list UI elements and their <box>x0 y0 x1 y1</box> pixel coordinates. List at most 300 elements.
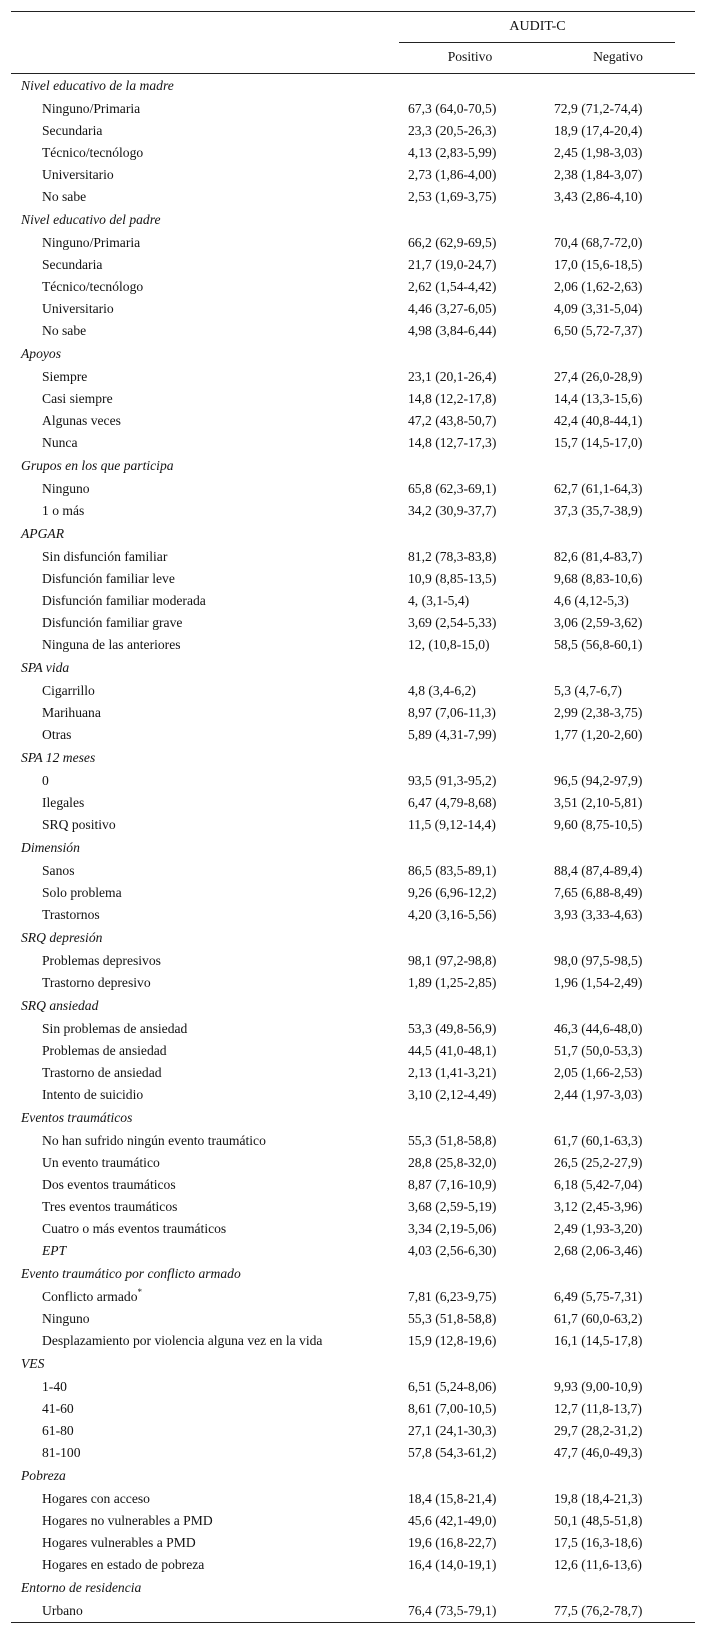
row-label-text: Sin disfunción familiar <box>42 549 168 564</box>
row-label-text: EPT <box>42 1243 67 1258</box>
section-title: VES <box>21 1356 45 1371</box>
row-label-text: No sabe <box>42 189 87 204</box>
cell-positivo: 2,13 (1,41-3,21) <box>408 1065 497 1080</box>
row-label-text: Desplazamiento por violencia alguna vez en la vida <box>42 1333 323 1348</box>
cell-positivo: 4,98 (3,84-6,44) <box>408 323 497 338</box>
cell-positivo: 5,89 (4,31-7,99) <box>408 727 497 742</box>
row-label-text: Ninguno <box>42 1311 90 1326</box>
table-row <box>11 500 695 522</box>
section-title: Nivel educativo del padre <box>21 212 161 227</box>
table-row <box>11 366 695 388</box>
table-row <box>11 1442 695 1464</box>
cell-negativo: 50,1 (48,5-51,8) <box>554 1513 643 1528</box>
row-label <box>42 432 77 454</box>
header-audit-c: AUDIT-C <box>509 19 566 34</box>
row-label-text: Cuatro o más eventos traumáticos <box>42 1221 227 1236</box>
row-label <box>42 1510 213 1532</box>
row-label <box>42 254 102 276</box>
cell-negativo: 19,8 (18,4-21,3) <box>554 1491 643 1506</box>
row-label <box>42 366 87 388</box>
table-row <box>11 98 695 120</box>
section-heading <box>11 1576 695 1600</box>
row-label <box>42 950 161 972</box>
footnote-marker: * <box>137 1287 143 1297</box>
section-heading <box>11 926 695 950</box>
table-row <box>11 232 695 254</box>
row-label-text: Solo problema <box>42 885 122 900</box>
cell-negativo: 16,1 (14,5-17,8) <box>554 1333 643 1348</box>
section-heading <box>11 1106 695 1130</box>
row-label-text: Ilegales <box>42 795 85 810</box>
table-row <box>11 120 695 142</box>
table-row <box>11 972 695 994</box>
row-label <box>42 410 121 432</box>
section-title: Eventos traumáticos <box>21 1110 133 1125</box>
table-row <box>11 950 695 972</box>
row-label <box>42 1532 196 1554</box>
cell-negativo: 3,93 (3,33-4,63) <box>554 907 643 922</box>
cell-negativo: 72,9 (71,2-74,4) <box>554 101 643 116</box>
cell-positivo: 57,8 (54,3-61,2) <box>408 1445 497 1460</box>
cell-positivo: 11,5 (9,12-14,4) <box>408 817 496 832</box>
cell-negativo: 26,5 (25,2-27,9) <box>554 1155 643 1170</box>
section-title: SRQ ansiedad <box>21 998 99 1013</box>
cell-negativo: 6,50 (5,72-7,37) <box>554 323 643 338</box>
row-label <box>42 702 101 724</box>
table-row <box>11 546 695 568</box>
row-label-text: Técnico/tecnólogo <box>42 145 144 160</box>
cell-positivo: 2,53 (1,69-3,75) <box>408 189 497 204</box>
data-table <box>11 11 695 1623</box>
row-label-text: 81-100 <box>42 1445 81 1460</box>
section-title: SPA 12 meses <box>21 750 96 765</box>
row-label-text: Hogares vulnerables a PMD <box>42 1535 196 1550</box>
table-row <box>11 724 695 746</box>
row-label-text: Sin problemas de ansiedad <box>42 1021 188 1036</box>
table-body <box>11 74 695 1622</box>
cell-positivo: 7,81 (6,23-9,75) <box>408 1289 497 1304</box>
cell-positivo: 8,87 (7,16-10,9) <box>408 1177 497 1192</box>
cell-negativo: 3,12 (2,45-3,96) <box>554 1199 643 1214</box>
cell-negativo: 3,51 (2,10-5,81) <box>554 795 643 810</box>
cell-negativo: 4,6 (4,12-5,3) <box>554 593 629 608</box>
row-label-text: Ninguno/Primaria <box>42 101 141 116</box>
cell-negativo: 37,3 (35,7-38,9) <box>554 503 643 518</box>
row-label <box>42 1600 83 1622</box>
cell-positivo: 4, (3,1-5,4) <box>408 593 470 608</box>
cell-positivo: 10,9 (8,85-13,5) <box>408 571 497 586</box>
table-row <box>11 1398 695 1420</box>
cell-positivo: 21,7 (19,0-24,7) <box>408 257 497 272</box>
cell-positivo: 44,5 (41,0-48,1) <box>408 1043 497 1058</box>
cell-positivo: 16,4 (14,0-19,1) <box>408 1557 497 1572</box>
row-label <box>42 320 86 342</box>
cell-negativo: 4,09 (3,31-5,04) <box>554 301 643 316</box>
section-heading <box>11 746 695 770</box>
cell-negativo: 58,5 (56,8-60,1) <box>554 637 643 652</box>
row-label <box>42 792 84 814</box>
cell-negativo: 2,99 (2,38-3,75) <box>554 705 643 720</box>
row-label-text: Secundaria <box>42 123 103 138</box>
row-label <box>42 186 86 208</box>
cell-negativo: 2,68 (2,06-3,46) <box>554 1243 643 1258</box>
row-label <box>42 1376 67 1398</box>
table-row <box>11 702 695 724</box>
row-label <box>42 298 114 320</box>
section-heading <box>11 1464 695 1488</box>
cell-positivo: 65,8 (62,3-69,1) <box>408 481 497 496</box>
row-label-text: Conflicto armado <box>42 1289 138 1304</box>
section-heading <box>11 1262 695 1286</box>
row-label-text: Siempre <box>42 369 88 384</box>
bottom-rule <box>11 1622 695 1623</box>
row-label <box>42 634 181 656</box>
cell-positivo: 66,2 (62,9-69,5) <box>408 235 497 250</box>
row-label <box>42 680 95 702</box>
row-label-text: Hogares con acceso <box>42 1491 150 1506</box>
cell-negativo: 2,05 (1,66-2,53) <box>554 1065 643 1080</box>
table-row <box>11 612 695 634</box>
cell-positivo: 18,4 (15,8-21,4) <box>408 1491 497 1506</box>
table-row <box>11 164 695 186</box>
section-heading <box>11 994 695 1018</box>
row-label-text: 1 o más <box>42 503 85 518</box>
cell-positivo: 45,6 (42,1-49,0) <box>408 1513 497 1528</box>
row-label-text: Tres eventos traumáticos <box>42 1199 178 1214</box>
row-label-text: No han sufrido ningún evento traumático <box>42 1133 266 1148</box>
cell-negativo: 6,49 (5,75-7,31) <box>554 1289 643 1304</box>
section-heading <box>11 1352 695 1376</box>
row-label-text: 1-40 <box>42 1379 67 1394</box>
cell-positivo: 8,61 (7,00-10,5) <box>408 1401 497 1416</box>
row-label-text: SRQ positivo <box>42 817 116 832</box>
row-label <box>42 1174 176 1196</box>
cell-negativo: 61,7 (60,0-63,2) <box>554 1311 643 1326</box>
cell-negativo: 2,49 (1,93-3,20) <box>554 1221 643 1236</box>
row-label <box>42 1286 142 1308</box>
row-label <box>42 590 206 612</box>
row-label-text: Sanos <box>42 863 75 878</box>
cell-positivo: 3,69 (2,54-5,33) <box>408 615 497 630</box>
table-row <box>11 1510 695 1532</box>
cell-positivo: 19,6 (16,8-22,7) <box>408 1535 497 1550</box>
row-label-text: Marihuana <box>42 705 101 720</box>
cell-positivo: 47,2 (43,8-50,7) <box>408 413 497 428</box>
cell-negativo: 62,7 (61,1-64,3) <box>554 481 643 496</box>
cell-negativo: 6,18 (5,42-7,04) <box>554 1177 643 1192</box>
row-label-text: Secundaria <box>42 257 103 272</box>
table-row <box>11 1218 695 1240</box>
table-header-group <box>11 12 695 42</box>
cell-negativo: 3,06 (2,59-3,62) <box>554 615 643 630</box>
table-row <box>11 276 695 298</box>
cell-negativo: 46,3 (44,6-48,0) <box>554 1021 643 1036</box>
table-row <box>11 680 695 702</box>
cell-positivo: 9,26 (6,96-12,2) <box>408 885 497 900</box>
cell-negativo: 18,9 (17,4-20,4) <box>554 123 643 138</box>
cell-positivo: 6,47 (4,79-8,68) <box>408 795 497 810</box>
row-label-text: Intento de suicidio <box>42 1087 144 1102</box>
cell-negativo: 9,93 (9,00-10,9) <box>554 1379 643 1394</box>
cell-positivo: 4,20 (3,16-5,56) <box>408 907 497 922</box>
cell-positivo: 4,46 (3,27-6,05) <box>408 301 497 316</box>
row-label-text: Un evento traumático <box>42 1155 160 1170</box>
cell-negativo: 15,7 (14,5-17,0) <box>554 435 643 450</box>
row-label-text: Casi siempre <box>42 391 113 406</box>
row-label-text: Universitario <box>42 167 114 182</box>
table-row <box>11 1600 695 1622</box>
row-label <box>42 1420 74 1442</box>
cell-positivo: 23,3 (20,5-26,3) <box>408 123 497 138</box>
cell-negativo: 1,77 (1,20-2,60) <box>554 727 643 742</box>
row-label <box>42 1130 266 1152</box>
cell-negativo: 14,4 (13,3-15,6) <box>554 391 643 406</box>
cell-positivo: 76,4 (73,5-79,1) <box>408 1603 497 1618</box>
row-label <box>42 1018 187 1040</box>
table-row <box>11 904 695 926</box>
table-row <box>11 1152 695 1174</box>
cell-negativo: 82,6 (81,4-83,7) <box>554 549 643 564</box>
row-label <box>42 814 116 836</box>
table-row <box>11 860 695 882</box>
cell-negativo: 3,43 (2,86-4,10) <box>554 189 643 204</box>
section-title: APGAR <box>21 526 65 541</box>
row-label <box>42 164 114 186</box>
row-label <box>42 276 143 298</box>
cell-negativo: 29,7 (28,2-31,2) <box>554 1423 643 1438</box>
cell-positivo: 53,3 (49,8-56,9) <box>408 1021 497 1036</box>
row-label <box>42 388 113 410</box>
row-label <box>42 724 71 746</box>
table-row <box>11 1308 695 1330</box>
table-row <box>11 1130 695 1152</box>
cell-negativo: 47,7 (46,0-49,3) <box>554 1445 643 1460</box>
cell-negativo: 9,60 (8,75-10,5) <box>554 817 643 832</box>
row-label-text: Hogares en estado de pobreza <box>42 1557 205 1572</box>
row-label <box>42 1240 66 1262</box>
section-title: Dimensión <box>21 840 80 855</box>
section-heading <box>11 342 695 366</box>
table-row <box>11 1062 695 1084</box>
section-title: Evento traumático por conflicto armado <box>21 1266 241 1281</box>
table-row <box>11 186 695 208</box>
cell-negativo: 96,5 (94,2-97,9) <box>554 773 643 788</box>
cell-negativo: 5,3 (4,7-6,7) <box>554 683 622 698</box>
table-row <box>11 142 695 164</box>
header-positivo: Positivo <box>447 49 493 64</box>
cell-negativo: 17,0 (15,6-18,5) <box>554 257 643 272</box>
cell-negativo: 98,0 (97,5-98,5) <box>554 953 643 968</box>
cell-negativo: 2,44 (1,97-3,03) <box>554 1087 643 1102</box>
table-row <box>11 634 695 656</box>
cell-positivo: 93,5 (91,3-95,2) <box>408 773 497 788</box>
row-label-text: Ninguno/Primaria <box>42 235 141 250</box>
row-label <box>42 1196 177 1218</box>
row-label-text: 0 <box>42 773 49 788</box>
row-label-text: Trastorno depresivo <box>42 975 151 990</box>
section-heading <box>11 522 695 546</box>
cell-negativo: 51,7 (50,0-53,3) <box>554 1043 643 1058</box>
table-row <box>11 1240 695 1262</box>
cell-positivo: 15,9 (12,8-19,6) <box>408 1333 497 1348</box>
row-label <box>42 1218 226 1240</box>
cell-positivo: 3,10 (2,12-4,49) <box>408 1087 497 1102</box>
section-title: Nivel educativo de la madre <box>21 78 174 93</box>
row-label <box>42 1488 150 1510</box>
table-row <box>11 568 695 590</box>
cell-negativo: 77,5 (76,2-78,7) <box>554 1603 643 1618</box>
cell-negativo: 12,7 (11,8-13,7) <box>554 1401 642 1416</box>
row-label-text: Nunca <box>42 435 78 450</box>
row-label-text: Universitario <box>42 301 114 316</box>
row-label <box>42 478 90 500</box>
row-label <box>42 232 140 254</box>
cell-positivo: 8,97 (7,06-11,3) <box>408 705 496 720</box>
cell-negativo: 1,96 (1,54-2,49) <box>554 975 643 990</box>
row-label-text: 61-80 <box>42 1423 74 1438</box>
cell-positivo: 4,03 (2,56-6,30) <box>408 1243 497 1258</box>
cell-negativo: 17,5 (16,3-18,6) <box>554 1535 643 1550</box>
section-heading <box>11 74 695 98</box>
cell-positivo: 67,3 (64,0-70,5) <box>408 101 497 116</box>
table-row <box>11 1420 695 1442</box>
cell-positivo: 2,62 (1,54-4,42) <box>408 279 497 294</box>
row-label-text: 41-60 <box>42 1401 74 1416</box>
cell-positivo: 81,2 (78,3-83,8) <box>408 549 497 564</box>
row-label <box>42 860 74 882</box>
row-label <box>42 500 84 522</box>
section-title: SPA vida <box>21 660 70 675</box>
row-label-text: Urbano <box>42 1603 83 1618</box>
cell-positivo: 34,2 (30,9-37,7) <box>408 503 497 518</box>
row-label <box>42 612 182 634</box>
row-label <box>42 120 102 142</box>
cell-positivo: 4,8 (3,4-6,2) <box>408 683 476 698</box>
section-heading <box>11 836 695 860</box>
table-row <box>11 298 695 320</box>
cell-negativo: 7,65 (6,88-8,49) <box>554 885 643 900</box>
table-row <box>11 590 695 612</box>
row-label <box>42 1152 160 1174</box>
row-label-text: Disfunción familiar leve <box>42 571 175 586</box>
cell-positivo: 6,51 (5,24-8,06) <box>408 1379 497 1394</box>
row-label-text: No sabe <box>42 323 87 338</box>
section-title: Entorno de residencia <box>21 1580 142 1595</box>
cell-positivo: 3,34 (2,19-5,06) <box>408 1221 497 1236</box>
row-label <box>42 98 140 120</box>
row-label <box>42 770 49 792</box>
cell-negativo: 9,68 (8,83-10,6) <box>554 571 643 586</box>
row-label <box>42 568 175 590</box>
table-row <box>11 814 695 836</box>
row-label <box>42 904 100 926</box>
cell-negativo: 70,4 (68,7-72,0) <box>554 235 643 250</box>
row-label <box>42 1442 81 1464</box>
row-label <box>42 1330 322 1352</box>
table-row <box>11 410 695 432</box>
row-label-text: Trastorno de ansiedad <box>42 1065 162 1080</box>
cell-negativo: 2,38 (1,84-3,07) <box>554 167 643 182</box>
table-row <box>11 1532 695 1554</box>
row-label <box>42 1040 167 1062</box>
header-negativo: Negativo <box>593 49 643 64</box>
table-row <box>11 478 695 500</box>
cell-negativo: 2,45 (1,98-3,03) <box>554 145 643 160</box>
cell-negativo: 42,4 (40,8-44,1) <box>554 413 643 428</box>
row-label-text: Disfunción familiar moderada <box>42 593 206 608</box>
section-title: Pobreza <box>21 1468 66 1483</box>
row-label-text: Disfunción familiar grave <box>42 615 183 630</box>
table-row <box>11 388 695 410</box>
table-row <box>11 1018 695 1040</box>
row-label-text: Otras <box>42 727 72 742</box>
table-row <box>11 1174 695 1196</box>
table-row <box>11 1084 695 1106</box>
table-row <box>11 1196 695 1218</box>
row-label-text: Ninguna de las anteriores <box>42 637 181 652</box>
cell-positivo: 1,89 (1,25-2,85) <box>408 975 497 990</box>
table-row <box>11 1554 695 1576</box>
cell-positivo: 14,8 (12,2-17,8) <box>408 391 497 406</box>
table-row <box>11 770 695 792</box>
table-row <box>11 320 695 342</box>
section-heading <box>11 656 695 680</box>
cell-positivo: 86,5 (83,5-89,1) <box>408 863 497 878</box>
row-label-text: Técnico/tecnólogo <box>42 279 144 294</box>
cell-negativo: 2,06 (1,62-2,63) <box>554 279 643 294</box>
row-label-text: Algunas veces <box>42 413 121 428</box>
section-title: Grupos en los que participa <box>21 458 174 473</box>
row-label <box>42 882 122 904</box>
row-label <box>42 1084 143 1106</box>
row-label-text: Trastornos <box>42 907 100 922</box>
table-row <box>11 792 695 814</box>
table-row <box>11 1040 695 1062</box>
cell-positivo: 4,13 (2,83-5,99) <box>408 145 497 160</box>
cell-negativo: 27,4 (26,0-28,9) <box>554 369 643 384</box>
row-label-text: Cigarrillo <box>42 683 95 698</box>
table-row <box>11 1330 695 1352</box>
cell-positivo: 12, (10,8-15,0) <box>408 637 490 652</box>
row-label <box>42 1554 204 1576</box>
cell-negativo: 12,6 (11,6-13,6) <box>554 1557 642 1572</box>
section-title: SRQ depresión <box>21 930 103 945</box>
cell-positivo: 23,1 (20,1-26,4) <box>408 369 497 384</box>
section-heading <box>11 454 695 478</box>
table-row <box>11 254 695 276</box>
row-label-text: Problemas de ansiedad <box>42 1043 167 1058</box>
table-row <box>11 1488 695 1510</box>
row-label <box>42 1398 74 1420</box>
row-label-text: Ninguno <box>42 481 90 496</box>
row-label <box>42 142 143 164</box>
table-row <box>11 1376 695 1398</box>
table-row <box>11 882 695 904</box>
cell-positivo: 28,8 (25,8-32,0) <box>408 1155 497 1170</box>
cell-positivo: 3,68 (2,59-5,19) <box>408 1199 497 1214</box>
section-title: Apoyos <box>21 346 62 361</box>
table-header-columns <box>11 42 695 73</box>
section-heading <box>11 208 695 232</box>
cell-positivo: 55,3 (51,8-58,8) <box>408 1133 497 1148</box>
cell-positivo: 27,1 (24,1-30,3) <box>408 1423 497 1438</box>
cell-positivo: 98,1 (97,2-98,8) <box>408 953 497 968</box>
row-label <box>42 972 151 994</box>
row-label-text: Problemas depresivos <box>42 953 161 968</box>
cell-negativo: 61,7 (60,1-63,3) <box>554 1133 643 1148</box>
cell-positivo: 14,8 (12,7-17,3) <box>408 435 497 450</box>
row-label-text: Hogares no vulnerables a PMD <box>42 1513 213 1528</box>
